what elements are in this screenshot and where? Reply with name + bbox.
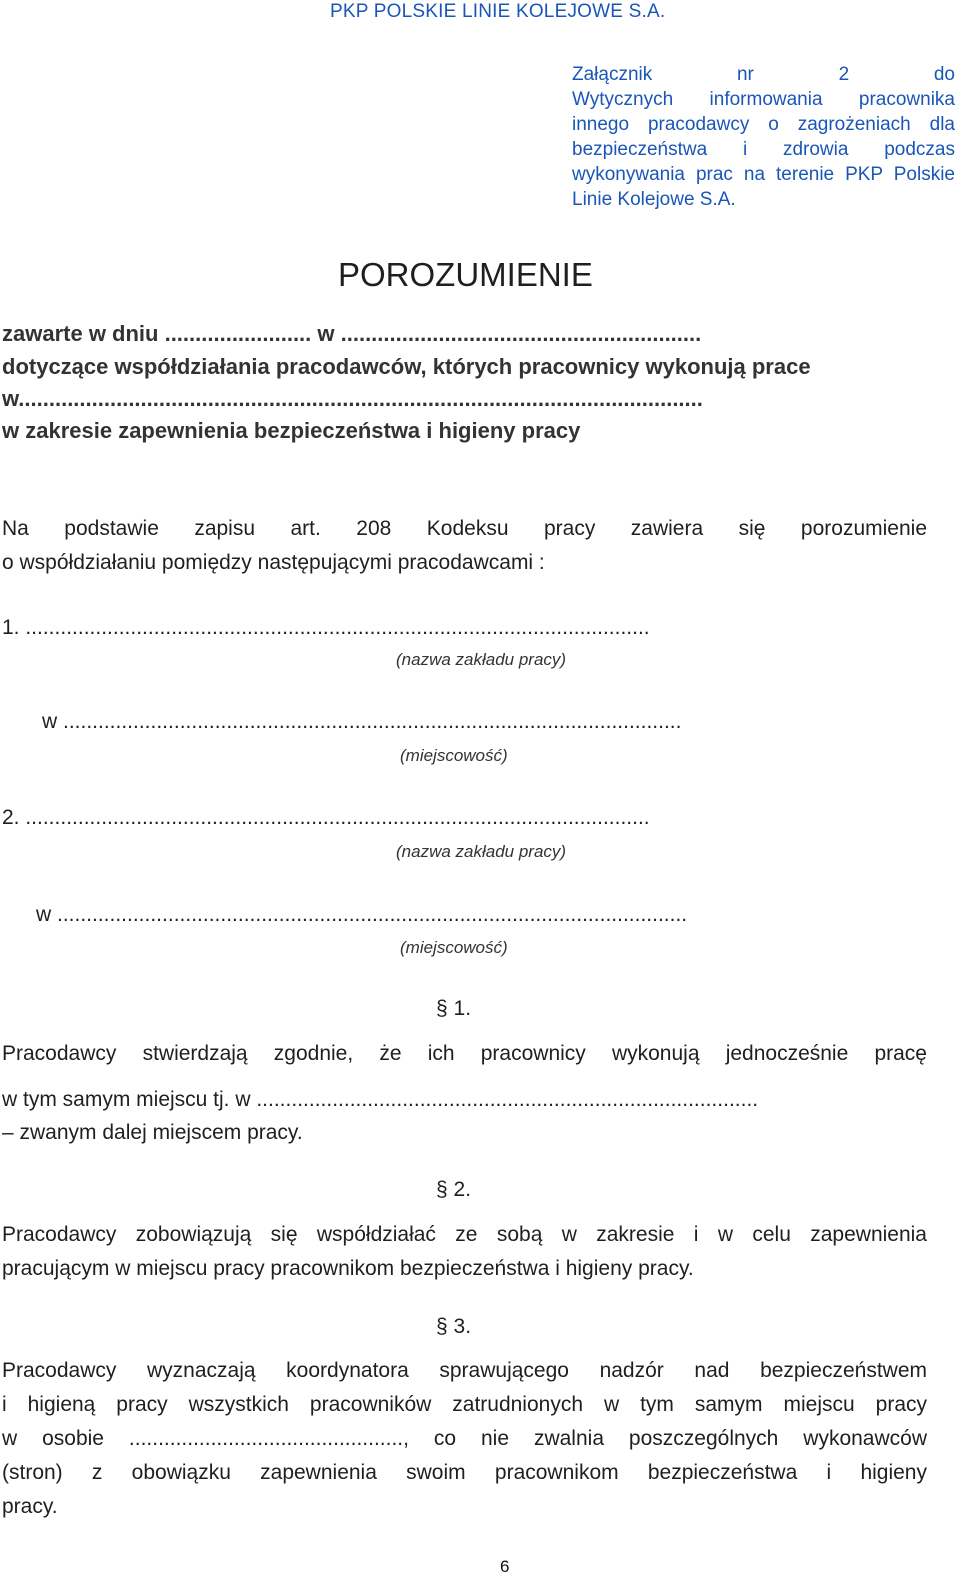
annex-line: innego pracodawcy o zagrożeniach dla bbox=[572, 114, 955, 135]
paragraph-line: Pracodawcy stwierdzają zgodnie, że ich pracownicy wykonują jednocześnie pracę bbox=[2, 1042, 927, 1065]
annex-line: Linie Kolejowe S.A. bbox=[572, 189, 736, 210]
annex-line: wykonywania prac na terenie PKP Polskie bbox=[572, 164, 955, 185]
annex-reference bbox=[572, 62, 955, 212]
intro-date-line: zawarte w dniu ........................ w ........................................................... bbox=[2, 321, 702, 346]
annex-line: Wytycznych informowania pracownika bbox=[572, 89, 955, 110]
paragraph-line: pracującym w miejscu pracy pracownikom bezpieczeństwa i higieny pracy. bbox=[2, 1257, 694, 1280]
paragraph-line: pracy. bbox=[2, 1495, 58, 1518]
paragraph-line: Na podstawie zapisu art. 208 Kodeksu pracy zawiera się porozumienie bbox=[2, 517, 927, 540]
party-1-place-caption: (miejscowość) bbox=[400, 746, 508, 765]
party-2-name-caption: (nazwa zakładu pracy) bbox=[396, 842, 567, 861]
section-1-place-line: w tym samym miejscu tj. w ...................................................................................... bbox=[2, 1088, 759, 1111]
intro-subject-line: dotyczące współdziałania pracodawców, których pracownicy wykonują prace bbox=[2, 354, 811, 379]
section-2-mark: § 2. bbox=[436, 1178, 472, 1201]
section-2-paragraph bbox=[2, 1218, 927, 1286]
paragraph-line: Pracodawcy wyznaczają koordynatora sprawującego nadzór nad bezpieczeństwem bbox=[2, 1359, 927, 1382]
section-1-definition-line: – zwanym dalej miejscem pracy. bbox=[2, 1121, 303, 1144]
section-1-paragraph bbox=[2, 1037, 927, 1071]
section-3-mark: § 3. bbox=[436, 1315, 472, 1338]
annex-line: bezpieczeństwa i zdrowia podczas bbox=[572, 139, 955, 160]
company-header: PKP POLSKIE LINIE KOLEJOWE S.A. bbox=[330, 1, 666, 22]
paragraph-line: o współdziałaniu pomiędzy następującymi pracodawcami : bbox=[2, 551, 545, 574]
legal-basis-paragraph bbox=[2, 512, 927, 580]
section-3-paragraph bbox=[2, 1354, 927, 1524]
paragraph-line: (stron) z obowiązku zapewnienia swoim pracownikom bezpieczeństwa i higieny bbox=[2, 1461, 927, 1484]
party-2-name-line: 2. ........................................................................................................... bbox=[2, 806, 650, 829]
intro-place-line: w................................................................................................................ bbox=[2, 386, 703, 411]
paragraph-line: w osobie ..............................................., co nie zwalnia poszczególnych wykonawców bbox=[2, 1427, 927, 1450]
party-2-place-caption: (miejscowość) bbox=[400, 938, 508, 957]
paragraph-line: i higieną pracy wszystkich pracowników zatrudnionych w tym samym miejscu pracy bbox=[2, 1393, 927, 1416]
intro-scope-line: w zakresie zapewnienia bezpieczeństwa i higieny pracy bbox=[2, 418, 581, 443]
party-1-name-caption: (nazwa zakładu pracy) bbox=[396, 650, 567, 669]
section-1-mark: § 1. bbox=[436, 997, 472, 1020]
party-1-name-line: 1. ........................................................................................................... bbox=[2, 616, 650, 639]
party-2-place-line: w ............................................................................................................ bbox=[36, 903, 688, 926]
annex-line: Załącznik nr 2 do bbox=[572, 64, 955, 85]
party-1-place-line: w .......................................................................................................... bbox=[42, 710, 682, 733]
paragraph-line: Pracodawcy zobowiązują się współdziałać ze sobą w zakresie i w celu zapewnienia bbox=[2, 1223, 927, 1246]
page-number: 6 bbox=[500, 1557, 510, 1576]
document-title: POROZUMIENIE bbox=[338, 256, 593, 293]
